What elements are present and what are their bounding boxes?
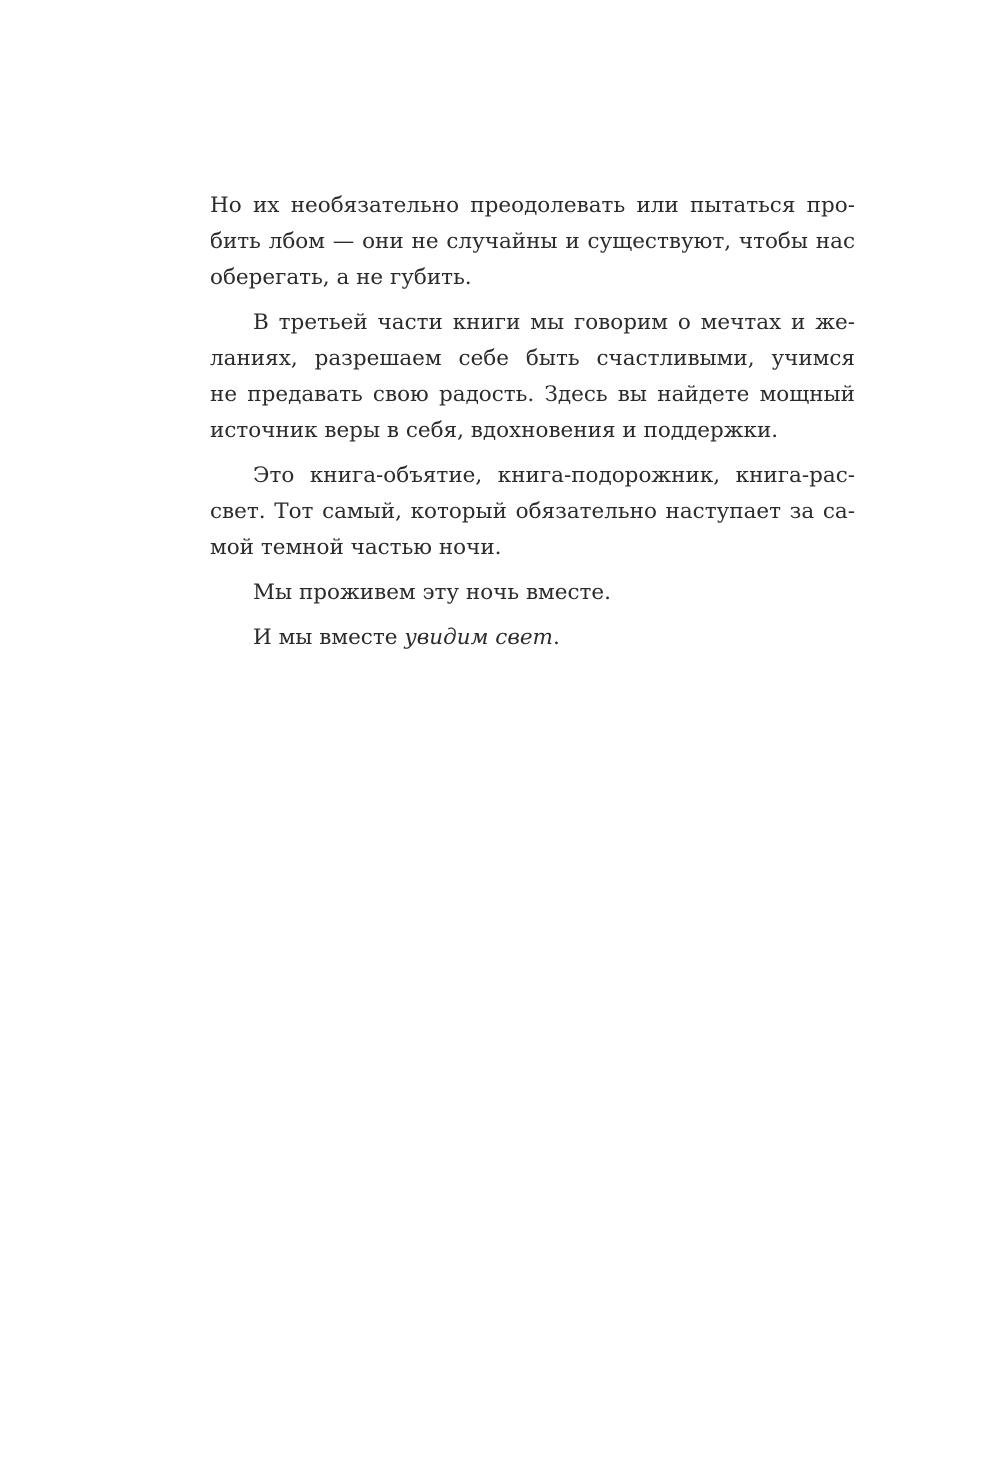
text-line	[210, 620, 855, 656]
emphasized-text: увидим свет	[404, 625, 553, 650]
text-line: мой темной частью ночи.	[210, 535, 502, 560]
text-line: оберегать, а не губить.	[210, 265, 472, 290]
text-line: ланиях, разрешаем себе быть счастливыми, учимся	[210, 346, 855, 371]
paragraph-3	[210, 458, 855, 566]
paragraph-2	[210, 305, 855, 449]
text-line: Мы проживем эту ночь вместе.	[253, 580, 611, 605]
text-line: бить лбом — они не случайны и существуют, чтобы нас	[210, 229, 855, 254]
text-line: свет. Тот самый, который обязательно наступает за са-	[210, 499, 855, 524]
text-prefix: И мы вместе	[253, 625, 405, 650]
text-line: Но их необязательно преодолевать или пытаться про-	[210, 193, 855, 218]
text-line: не предавать свою радость. Здесь вы найдете мощный	[210, 382, 855, 407]
body-text	[210, 188, 855, 656]
text-line: источник веры в себя, вдохновения и поддержки.	[210, 418, 779, 443]
text-line: В третьей части книги мы говорим о мечтах и же-	[253, 310, 855, 335]
text-line: Это книга-объятие, книга-подорожник, книга-рас-	[253, 463, 855, 488]
paragraph-1	[210, 188, 855, 296]
paragraph-5	[210, 620, 855, 656]
text-suffix: .	[552, 625, 560, 650]
paragraph-4	[210, 575, 855, 611]
